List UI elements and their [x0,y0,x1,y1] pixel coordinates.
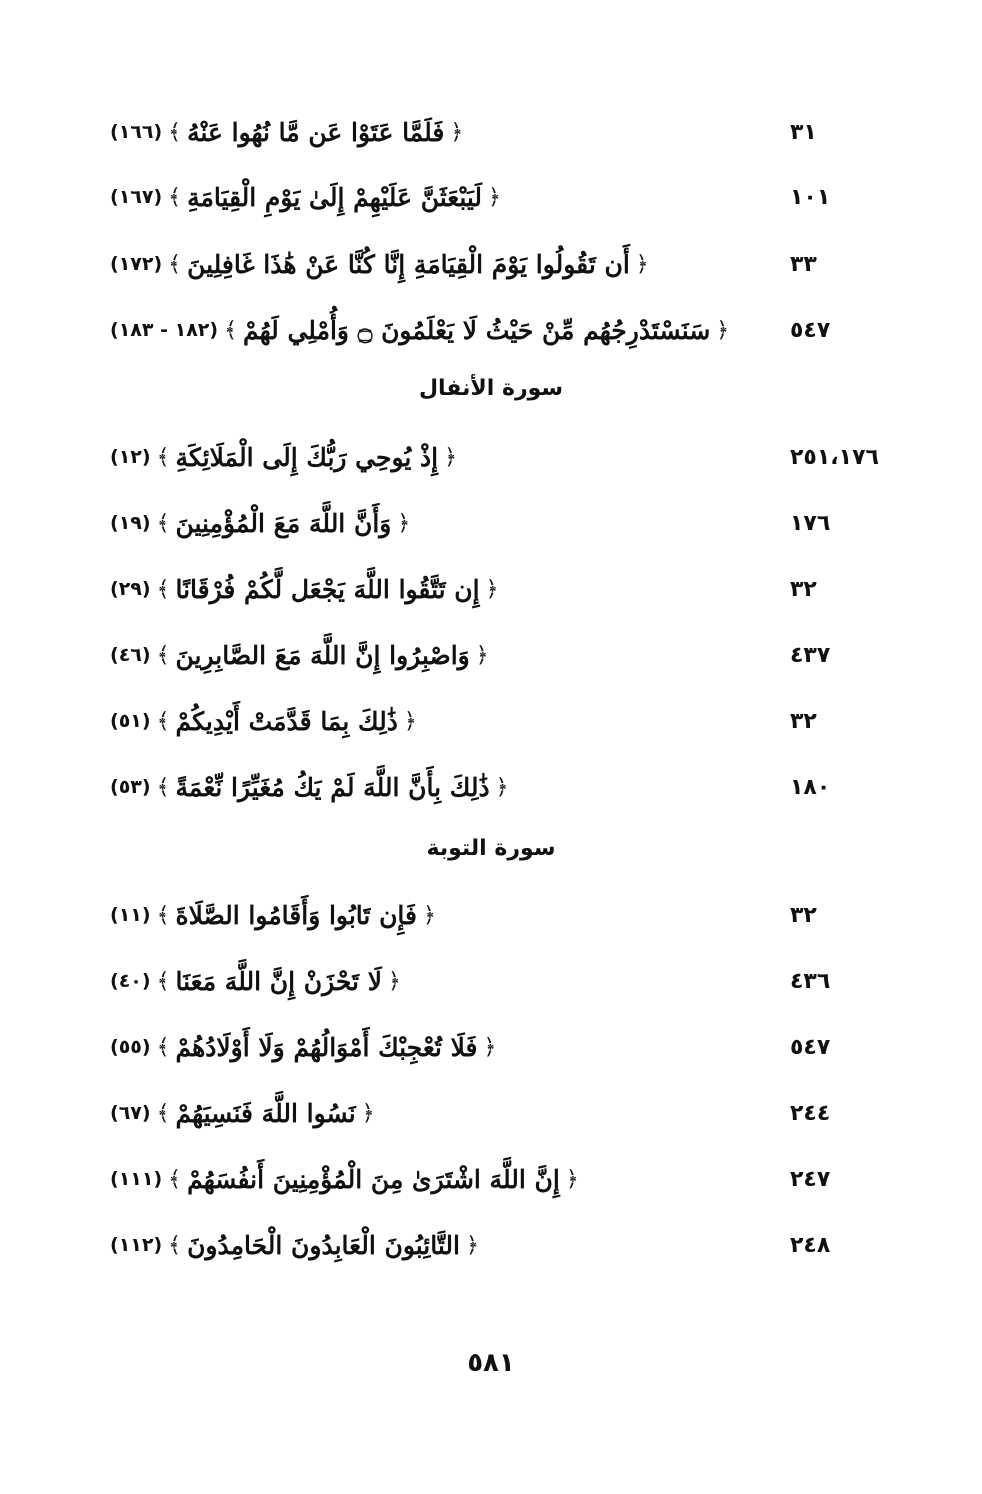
ornament-close-icon: ﴾ [156,1034,170,1060]
page-reference: ٢٤٨ [790,1232,831,1258]
ornament-open-icon: ﴿ [403,708,417,734]
page-reference: ٣١ [790,119,817,145]
ornament-open-icon: ﴿ [495,774,509,800]
verse-number: (١١٢) [110,1234,163,1256]
verse-number: (١١١) [110,1168,163,1190]
page-reference: ٢٥١،١٧٦ [790,444,879,470]
index-row [110,1154,910,1204]
verse-number: (٤٦) [110,644,151,666]
verse-number: (١١) [110,904,151,926]
ornament-open-icon: ﴿ [397,510,411,536]
verse-text: ﴿ لَيَبْعَثَنَّ عَلَيْهِمْ إِلَىٰ يَوْمِ الْقِيَامَةِ ﴾ (١٦٧) [110,182,501,212]
verse-number: (١٩) [110,512,151,534]
ornament-open-icon: ﴿ [466,1232,479,1258]
verse-text: ﴿ وَاصْبِرُوا إِنَّ اللَّهَ مَعَ الصَّابِرِينَ ﴾ (٤٦) [110,640,489,670]
verse-text: ﴿ نَسُوا اللَّهَ فَنَسِيَهُمْ ﴾ (٦٧) [110,1098,375,1128]
index-row [110,432,910,482]
ornament-open-icon: ﴿ [475,642,489,668]
index-row [110,956,910,1006]
index-row [110,172,910,222]
ornament-close-icon: ﴾ [224,317,237,343]
page-reference: ٥٤٧ [790,1034,831,1060]
ornament-close-icon: ﴾ [168,251,182,277]
verse-text: ﴿ ذَٰلِكَ بِأَنَّ اللَّهَ لَمْ يَكُ مُغَيِّرًا نِّعْمَةً ﴾ (٥٣) [110,772,509,802]
index-row [110,564,910,614]
section-title: سورة التوبة [426,836,556,861]
index-row [110,498,910,548]
ornament-close-icon: ﴾ [156,444,170,470]
page-reference: ٤٣٦ [790,968,831,994]
ornament-open-icon: ﴿ [387,968,401,994]
ornament-open-icon: ﴿ [565,1166,579,1192]
ornament-close-icon: ﴾ [168,184,182,210]
index-row [110,1220,910,1270]
ornament-close-icon: ﴾ [156,902,170,928]
index-row [110,696,910,746]
page-number: ٥٨١ [467,1348,515,1378]
verse-number: (١٨٢ - ١٨٣) [110,319,219,341]
ornament-close-icon: ﴾ [168,1166,182,1192]
verse-number: (٢٩) [110,578,151,600]
verse-text: ﴿ لَا تَحْزَنْ إِنَّ اللَّهَ مَعَنَا ﴾ (٤٠) [110,966,401,996]
ornament-open-icon: ﴿ [485,576,499,602]
page-reference: ٥٤٧ [790,317,831,343]
index-row [110,1022,910,1072]
ornament-open-icon: ﴿ [483,1034,497,1060]
ornament-close-icon: ﴾ [156,968,170,994]
ornament-open-icon: ﴿ [423,902,436,928]
ornament-open-icon: ﴿ [361,1100,375,1126]
ornament-close-icon: ﴾ [156,1100,170,1126]
ornament-open-icon: ﴿ [716,317,730,343]
verse-text: ﴿ التَّائِبُونَ الْعَابِدُونَ الْحَامِدُونَ ﴾ (١١٢) [110,1230,479,1260]
page-reference: ٢٤٧ [790,1166,831,1192]
ornament-close-icon: ﴾ [168,119,182,145]
page-reference: ٣٣ [790,251,817,277]
verse-text: ﴿ إِنَّ اللَّهَ اشْتَرَىٰ مِنَ الْمُؤْمِنِينَ أَنفُسَهُمْ ﴾ (١١١) [110,1164,579,1194]
verse-text: ﴿ ذَٰلِكَ بِمَا قَدَّمَتْ أَيْدِيكُمْ ﴾ (٥١) [110,706,417,736]
ornament-close-icon: ﴾ [168,1232,182,1258]
verse-text: ﴿ أَن تَقُولُوا يَوْمَ الْقِيَامَةِ إِنَّا كُنَّا عَنْ هَٰذَا غَافِلِينَ ﴾ (١٧٢) [110,249,649,279]
index-row [110,890,910,940]
verse-text: ﴿ فَلَا تُعْجِبْكَ أَمْوَالُهُمْ وَلَا أَوْلَادُهُمْ ﴾ (٥٥) [110,1032,497,1062]
section-title: سورة الأنفال [418,376,564,401]
verse-number: (٤٠) [110,970,151,992]
page-reference: ١٠١ [790,184,831,210]
ornament-close-icon: ﴾ [156,708,170,734]
ornament-open-icon: ﴿ [444,444,458,470]
verse-number: (١٢) [110,446,151,468]
ornament-close-icon: ﴾ [156,642,170,668]
index-row [110,305,910,355]
verse-text: ﴿ إِذْ يُوحِي رَبُّكَ إِلَى الْمَلَائِكَةِ ﴾ (١٢) [110,442,458,472]
index-row [110,630,910,680]
ornament-open-icon: ﴿ [635,251,649,277]
page-reference: ٢٤٤ [790,1100,831,1126]
verse-text: ﴿ سَنَسْتَدْرِجُهُم مِّنْ حَيْثُ لَا يَعْلَمُونَ ۝ وَأُمْلِي لَهُمْ ﴾ (١٨٢ - ١٨٣) [110,315,730,345]
page-reference: ١٧٦ [790,510,831,536]
verse-number: (٥٥) [110,1036,151,1058]
index-row [110,239,910,289]
page-reference: ١٨٠ [790,774,831,800]
page-reference: ٣٢ [790,902,817,928]
page-reference: ٤٣٧ [790,642,831,668]
verse-text: ﴿ فَإِن تَابُوا وَأَقَامُوا الصَّلَاةَ ﴾ (١١) [110,900,436,930]
verse-number: (٥٣) [110,776,151,798]
verse-number: (١٧٢) [110,253,163,275]
verse-number: (١٦٦) [110,121,163,143]
page-reference: ٣٢ [790,576,817,602]
verse-text: ﴿ إِن تَتَّقُوا اللَّهَ يَجْعَل لَّكُمْ فُرْقَانًا ﴾ (٢٩) [110,574,499,604]
index-row [110,107,910,157]
verse-number: (٦٧) [110,1102,151,1124]
index-row [110,762,910,812]
verse-number: (٥١) [110,710,151,732]
verse-text: ﴿ وَأَنَّ اللَّهَ مَعَ الْمُؤْمِنِينَ ﴾ (١٩) [110,508,411,538]
ornament-close-icon: ﴾ [156,576,170,602]
ornament-close-icon: ﴾ [156,774,170,800]
ornament-open-icon: ﴿ [488,184,501,210]
ornament-close-icon: ﴾ [156,510,170,536]
ornament-open-icon: ﴿ [450,119,464,145]
page-reference: ٣٢ [790,708,817,734]
verse-text: ﴿ فَلَمَّا عَتَوْا عَن مَّا نُهُوا عَنْهُ ﴾ (١٦٦) [110,117,464,147]
index-row [110,1088,910,1138]
verse-number: (١٦٧) [110,186,163,208]
